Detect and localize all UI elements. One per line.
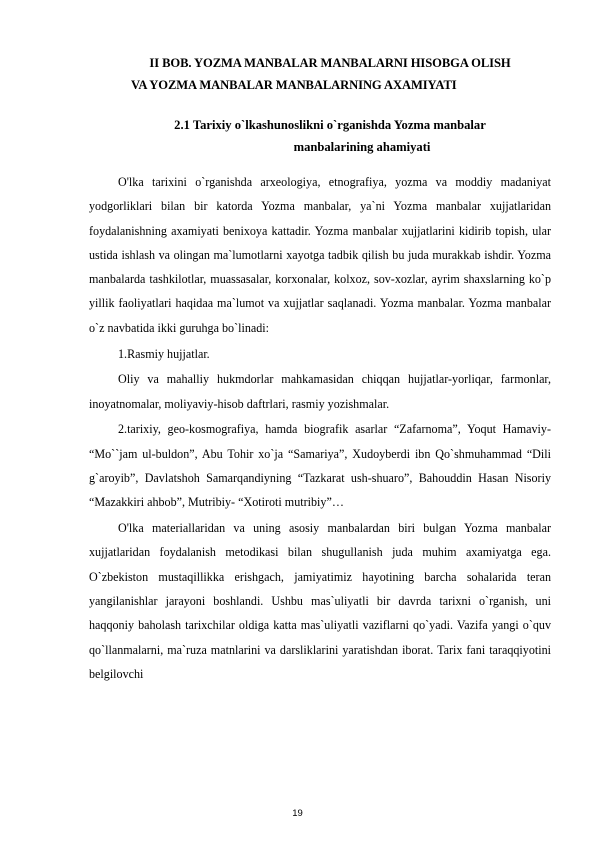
paragraph-methodology: O'lka materiallaridan va uning asosiy manbalardan biri bulgan Yozma manbalar xujjatlaridan foydalanish metodikasi bilan shugullanish juda muhim axamiyatga ega. O`zbekiston mustaqillikka erishgach, jamiyatimiz hayotining barcha sohalarida teran yangilanishlar jarayoni boshlandi. Ushbu mas`uliyatli bir davrda tarixni o`rganish, uni haqqoniy baholash tarixchilar oldiga katta mas`uliyatli vaziflarni qo`yadi. Vazifa yangi o`quv qo`llanmalarni, ma`ruza matnlarini va darsliklarini yaratishdan iborat. Tarix fani taraqqiyotini belgilovchi	[89, 521, 551, 681]
paragraph-rulers-documents: Oliy va mahalliy hukmdorlar mahkamasidan chiqqan hujjatlar-yorliqar, farmonlar, inoyatnomalar, moliyaviy-hisob daftrlari, rasmiy yozishmalar.	[89, 372, 551, 411]
section-heading-line-1: 2.1 Tarixiy o`lkashunoslikni o`rganishda Yozma manbalar	[174, 118, 486, 132]
paragraph-historical-works: 2.tarixiy, geo-kosmografiya, hamda biografik asarlar “Zafarnoma”, Yoqut Hamaviy- “Mo``jam ul-buldon”, Abu Tohir xo`ja “Samariya”, Xudoyberdi ibn Qo`shmuhammad “Dili g`aroyib”, Davlatshoh Samarqandiyning “Tazkarat ush-shuaro”, Bahouddin Hasan Nisoriy “Mazakkiri ahbob”, Mutribiy- “Xotiroti mutribiy”…	[89, 422, 551, 510]
chapter-heading	[120, 52, 540, 96]
page-number: 19	[292, 808, 303, 819]
chapter-heading-line-1: II BOB. YOZMA MANBALAR MANBALARNI HISOBGA OLISH	[149, 56, 511, 70]
chapter-heading-line-2: VA YOZMA MANBALAR MANBALARNING AXAMIYATI	[131, 78, 457, 92]
paragraph-intro: O'lka tarixini o`rganishda arxeologiya, etnografiya, yozma va moddiy madaniyat yodgorliklari bilan bir katorda Yozma manbalar, ya`ni Yozma manbalar xujjatlaridan foydalanishning axamiyati benixoya kattadir. Yozma manbalar xujjatlarini kidirib topish, ular ustida ishlash va olingan ma`lumotlarni xayotga tadbik qilish bu juda murakkab ishdir. Yozma manbalarda tashkilotlar, muassasalar, korxonalar, kolxoz, sov-xozlar, ayrim shaxslarning ko`p yillik faoliyatlari haqidaa ma`lumot va xujjatlar saqlanadi. Yozma manbalar. Yozma manbalar o`z navbatida ikki guruhga bo`linadi:	[89, 175, 551, 335]
body-text	[89, 170, 551, 688]
section-heading-line-2: manbalarining ahamiyati	[293, 140, 431, 154]
section-heading	[120, 114, 540, 158]
paragraph-official-documents: 1.Rasmiy hujjatlar.	[118, 346, 210, 361]
